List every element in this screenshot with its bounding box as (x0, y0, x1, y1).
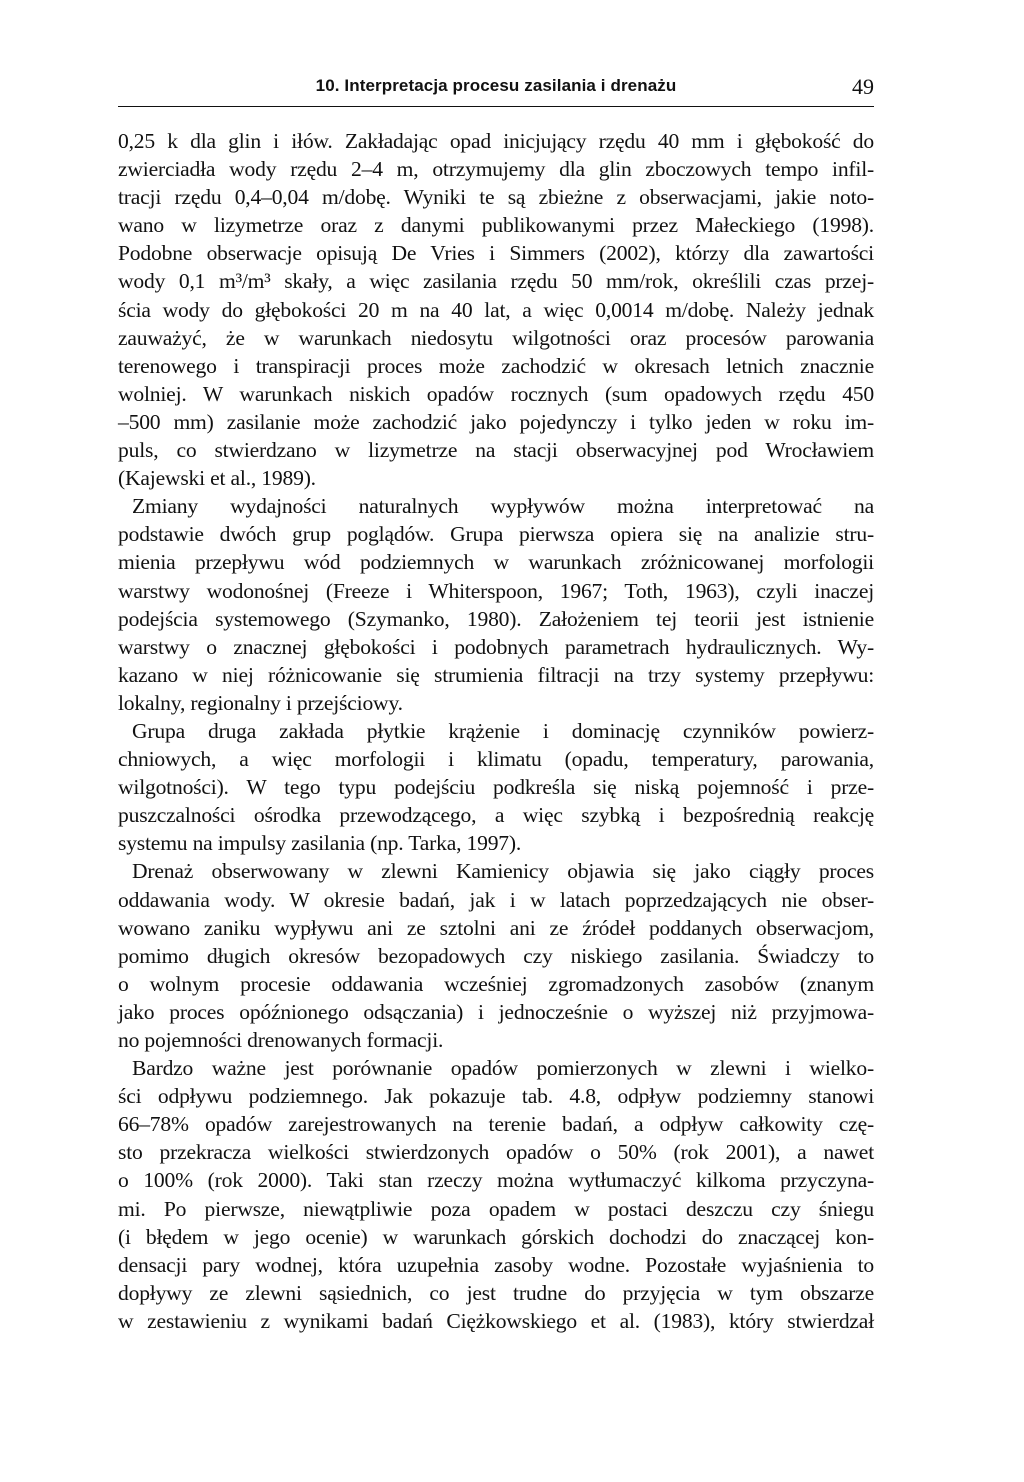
text-line: puszczalności ośrodka przewodzącego, a więc szybką i bezpośrednią reakcję (118, 803, 874, 828)
text-line: wody 0,1 m³/m³ skały, a więc zasilania rzędu 50 mm/rok, określili czas przej- (118, 269, 874, 294)
text-line: mienia przepływu wód podziemnych w warunkach zróżnicowanej morfologii (118, 550, 874, 575)
text-line: terenowego i transpiracji proces może zachodzić w okresach letnich znacznie (118, 353, 874, 378)
text-line: dopływy ze zlewni sąsiednich, co jest trudne do przyjęcia w tym obszarze (118, 1280, 874, 1305)
paragraph (118, 1054, 874, 1335)
text-line: w zestawieniu z wynikami badań Ciężkowskiego et al. (1983), który stwierdzał (118, 1308, 874, 1333)
text-line: oddawania wody. W okresie badań, jak i w latach poprzedzających nie obser- (118, 887, 874, 912)
text-line: sto przekracza wielkości stwierdzonych opadów o 50% (rok 2001), a nawet (118, 1140, 874, 1165)
paragraph (118, 492, 874, 717)
text-line: pomimo długich okresów bezopadowych czy niskiego zasilania. Świadczy to (118, 943, 874, 968)
text-line: ścia wody do głębokości 20 m na 40 lat, a więc 0,0014 m/dobę. Należy jednak (118, 297, 874, 322)
text-line: tracji rzędu 0,4–0,04 m/dobę. Wyniki te są zbieżne z obserwacjami, jakie noto- (118, 185, 874, 210)
text-line: Podobne obserwacje opisują De Vries i Simmers (2002), którzy dla zawartości (118, 241, 874, 266)
page-number: 49 (852, 74, 874, 99)
text-line: jako proces opóźnionego odsączania) i jednocześnie o wyższej niż przyjmowa- (118, 999, 874, 1024)
text-line: chniowych, a więc morfologii i klimatu (opadu, temperatury, parowania, (118, 747, 874, 772)
text-line: podstawie dwóch grup poglądów. Grupa pierwsza opiera się na analizie stru- (118, 522, 874, 547)
text-line: Grupa druga zakłada płytkie krążenie i dominację czynników powierz- (132, 718, 874, 743)
text-line: densacji pary wodnej, która uzupełnia zasoby wodne. Pozostałe wyjaśnienia to (118, 1252, 874, 1277)
text-line: Zmiany wydajności naturalnych wypływów można interpretować na (132, 494, 874, 519)
text-line: o wolnym procesie oddawania wcześniej zgromadzonych zasobów (znanym (118, 971, 874, 996)
text-line: warstwy wodonośnej (Freeze i Whiterspoon, 1967; Toth, 1963), czyli inaczej (118, 578, 874, 603)
text-line: (Kajewski et al., 1989). (118, 466, 316, 491)
text-line: Drenaż obserwowany w zlewni Kamienicy objawia się jako ciągły proces (132, 859, 874, 884)
text-line: wilgotności). W tego typu podejściu podkreśla się niską pojemność i prze- (118, 775, 874, 800)
text-line: lokalny, regionalny i przejściowy. (118, 690, 403, 715)
text-line: zauważyć, że w warunkach niedosytu wilgotności oraz procesów parowania (118, 325, 874, 350)
text-line: puls, co stwierdzano w lizymetrze na stacji obserwacyjnej pod Wrocławiem (118, 438, 874, 463)
text-line: 66–78% opadów zarejestrowanych na terenie badań, a odpływ całkowity czę- (118, 1112, 874, 1137)
text-line: Bardzo ważne jest porównanie opadów pomierzonych w zlewni i wielko- (132, 1056, 874, 1081)
body-text (118, 127, 874, 1335)
text-line: mi. Po pierwsze, niewątpliwie poza opadem w postaci deszczu czy śniegu (118, 1196, 874, 1221)
text-line: no pojemności drenowanych formacji. (118, 1028, 444, 1052)
text-line: warstwy o znacznej głębokości i podobnych parametrach hydraulicznych. Wy- (118, 634, 874, 659)
text-line: kazano w niej różnicowanie się strumienia filtracji na trzy systemy przepływu: (118, 662, 874, 687)
text-line: wano w lizymetrze oraz z danymi publikowanymi przez Małeckiego (1998). (118, 213, 874, 238)
text-line: systemu na impulsy zasilania (np. Tarka, 1997). (118, 831, 522, 856)
text-line: 0,25 k dla glin i iłów. Zakładając opad inicjujący rzędu 40 mm i głębokość do (118, 129, 874, 153)
page-header (118, 74, 874, 107)
text-line: zwierciadła wody rzędu 2–4 m, otrzymujemy dla glin zboczowych tempo infil- (118, 157, 874, 182)
text-line: o 100% (rok 2000). Taki stan rzeczy można wytłumaczyć kilkoma przyczyna- (118, 1168, 874, 1193)
text-line: wowano zaniku wypływu ani ze sztolni ani ze źródeł poddanych obserwacjom, (118, 915, 874, 940)
text-line: (i błędem w jego ocenie) w warunkach górskich dochodzi do znaczącej kon- (118, 1224, 874, 1249)
running-title: 10. Interpretacja procesu zasilania i drenażu (315, 76, 677, 95)
text-line: wolniej. W warunkach niskich opadów rocznych (sum opadowych rzędu 450 (118, 381, 874, 406)
text-line: ści odpływu podziemnego. Jak pokazuje tab. 4.8, odpływ podziemny stanowi (118, 1084, 874, 1109)
paragraph (118, 857, 874, 1054)
text-line: podejścia systemowego (Szymanko, 1980). Założeniem tej teorii jest istnienie (118, 606, 874, 631)
text-line: –500 mm) zasilanie może zachodzić jako pojedynczy i tylko jeden w roku im- (118, 409, 874, 434)
paragraph (118, 717, 874, 857)
paragraph (118, 127, 874, 492)
